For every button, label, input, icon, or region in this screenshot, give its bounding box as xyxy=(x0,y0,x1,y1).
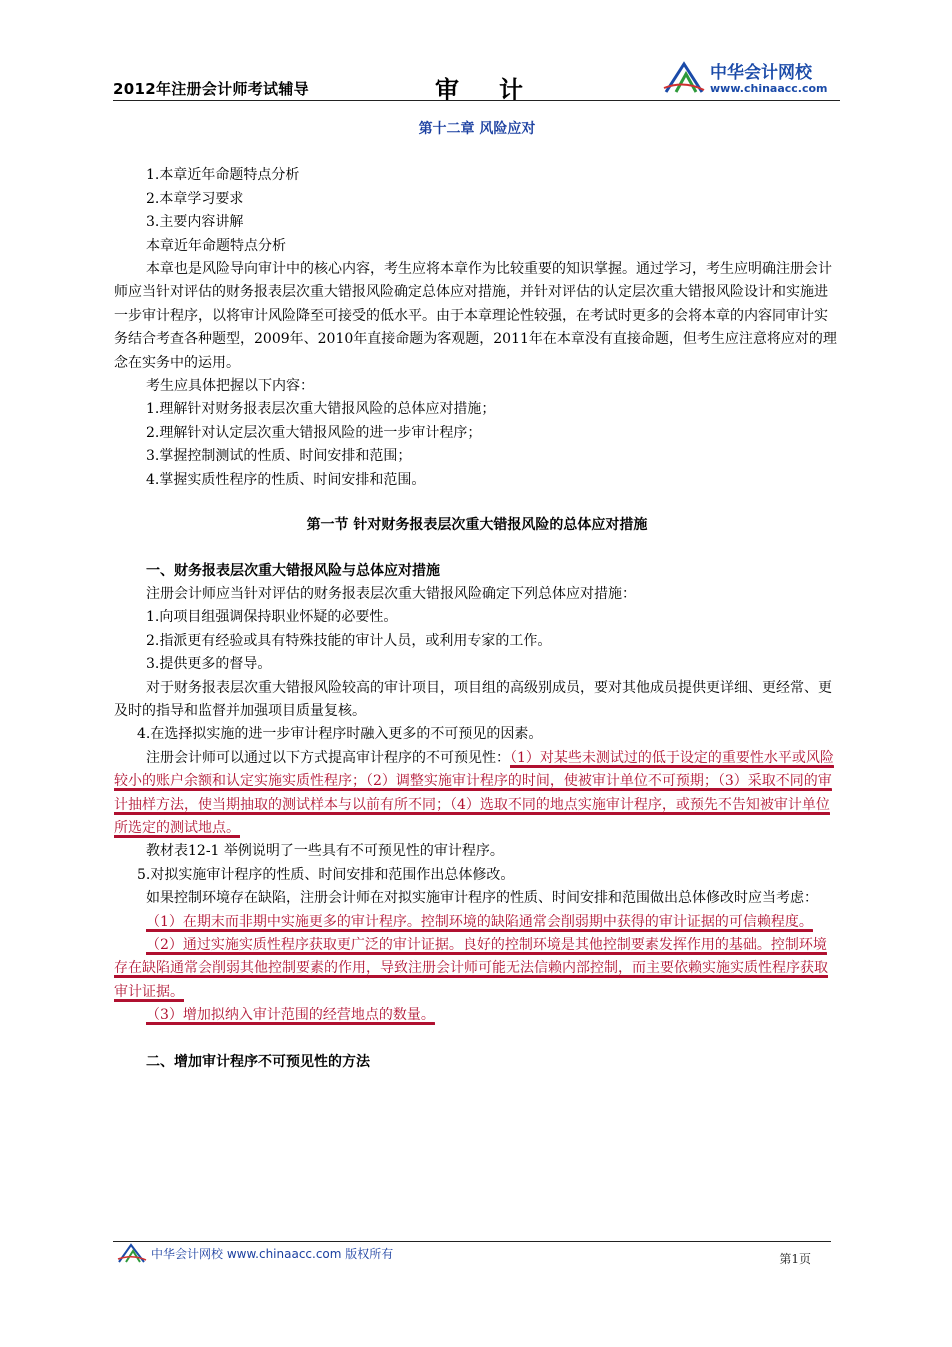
page-number: 第1页 xyxy=(779,1252,811,1266)
subsection-intro: 注册会计师应当针对评估的财务报表层次重大错报风险确定下列总体应对措施： xyxy=(146,585,636,602)
chapter-title: 第十二章 风险应对 xyxy=(418,121,536,137)
outline-item: 1.本章近年命题特点分析 xyxy=(146,167,300,184)
footer-copyright[interactable]: 中华会计网校 www.chinaacc.com 版权所有 xyxy=(151,1247,394,1261)
highlighted-text: （2）通过实施实质性程序获取更广泛的审计证据。良好的控制环境是其他控制要素发挥作用的基础。控制环境存在缺陷通常会削弱其他控制要素的作用，导致注册会计师可能无法信赖内部控制，而主要依赖实施实质性程序获取审计证据。 xyxy=(114,937,828,1000)
measure-item: 2.指派更有经验或具有特殊技能的审计人员，或利用专家的工作。 xyxy=(146,632,552,649)
control-environment-paragraph: 如果控制环境存在缺陷，注册会计师在对拟实施审计程序的性质、时间安排和范围做出总体修改时应当考虑： xyxy=(146,890,818,907)
grasp-item: 2.理解针对认定层次重大错报风险的进一步审计程序； xyxy=(146,424,482,441)
section-title: 第一节 针对财务报表层次重大错报风险的总体应对措施 xyxy=(306,517,648,534)
header-left-title: 2012年注册会计师考试辅导 xyxy=(113,80,309,98)
highlighted-text: （3）增加拟纳入审计范围的经营地点的数量。 xyxy=(146,1007,435,1024)
control-environment-item xyxy=(114,1004,840,1027)
logo-url: www.chinaacc.com xyxy=(710,82,828,95)
header-center-title: 审计 xyxy=(435,76,563,104)
analysis-paragraph: 本章也是风险导向审计中的核心内容，考生应将本章作为比较重要的知识掌握。通过学习，考生应明确注册会计师应当针对评估的财务报表层次重大错报风险确定总体应对措施，并针对评估的认定层次重大错报风险设计和实施进一步审计程序，以将审计风险降至可接受的低水平。由于本章理论性较强，在考试时更多的会将本章的内容同审计实务结合考查各种题型，2009年、2010年直接命题为客观题，2011年在本章没有直接命题，但考生应注意将应对的理念在实务中的运用。 xyxy=(114,261,837,371)
measure-item: 1.向项目组强调保持职业怀疑的必要性。 xyxy=(146,609,398,626)
subsection-title: 一、财务报表层次重大错报风险与总体应对措施 xyxy=(146,562,440,579)
page-footer xyxy=(113,1242,831,1272)
measure-item: 5.对拟实施审计程序的性质、时间安排和范围作出总体修改。 xyxy=(137,866,515,883)
outline-item: 3.主要内容讲解 xyxy=(146,214,244,231)
subsection-title: 二、增加审计程序不可预见性的方法 xyxy=(146,1053,370,1070)
highlighted-text: （1）对某些未测试过的低于设定的重要性水平或风险较小的账户余额和认定实施实质性程序；（2）调整实施审计程序的时间，使被审计单位不可预期；（3）采取不同的审计抽样方法，使当期抽取的测试样本与以前有所不同；（4）选取不同的地点实施审计程序，或预先不告知被审计单位所选定的测试地点。 xyxy=(114,749,834,836)
analysis-heading: 本章近年命题特点分析 xyxy=(146,237,286,254)
measure-item: 4.在选择拟实施的进一步审计程序时融入更多的不可预见的因素。 xyxy=(137,726,543,743)
page-header xyxy=(113,52,840,102)
control-environment-item xyxy=(114,911,840,934)
grasp-intro: 考生应具体把握以下内容： xyxy=(146,378,314,395)
grasp-item: 1.理解针对财务报表层次重大错报风险的总体应对措施； xyxy=(146,401,496,418)
unpredictability-lead: 注册会计师可以通过以下方式提高审计程序的不可预见性： xyxy=(146,749,510,766)
grasp-item: 3.掌握控制测试的性质、时间安排和范围； xyxy=(146,448,412,465)
supervision-paragraph: 对于财务报表层次重大错报风险较高的审计项目，项目组的高级别成员，要对其他成员提供更详细、更经常、更及时的指导和监督并加强项目质量复核。 xyxy=(114,679,832,719)
page-content xyxy=(114,118,840,1074)
unpredictability-paragraph xyxy=(114,747,840,841)
logo-mark-icon xyxy=(662,60,706,96)
table-note: 教材表12-1 举例说明了一些具有不可预见性的审计程序。 xyxy=(146,843,504,860)
header-divider xyxy=(113,100,840,101)
grasp-item: 4.掌握实质性程序的性质、时间安排和范围。 xyxy=(146,471,426,488)
logo-mark-icon xyxy=(117,1242,147,1264)
measure-item: 3.提供更多的督导。 xyxy=(146,656,272,673)
highlighted-text: （1）在期末而非期中实施更多的审计程序。控制环境的缺陷通常会削弱期中获得的审计证据的可信赖程度。 xyxy=(146,913,813,930)
outline-item: 2.本章学习要求 xyxy=(146,190,244,207)
logo-name: 中华会计网校 xyxy=(710,63,812,83)
site-logo[interactable] xyxy=(660,56,840,100)
control-environment-item xyxy=(114,934,840,1004)
